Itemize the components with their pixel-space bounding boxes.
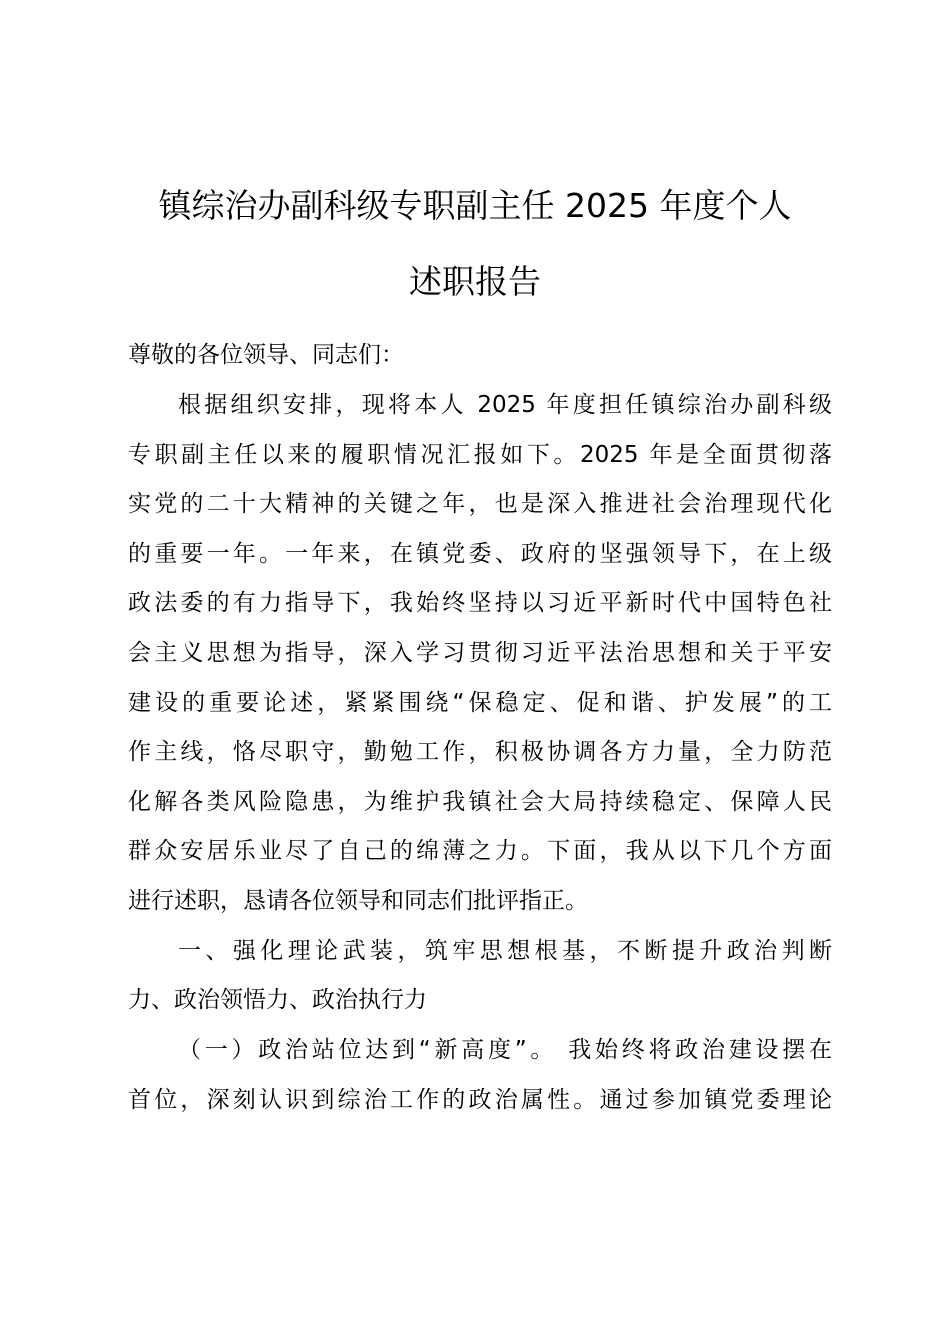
paragraph-line: 作主线，恪尽职守，勤勉工作，积极协调各方力量，全力防范 <box>128 739 832 765</box>
section-heading-line: 力、政治领悟力、政治执行力 <box>128 987 427 1013</box>
salutation: 尊敬的各位领导、同志们： <box>128 342 404 368</box>
paragraph-line: 化解各类风险隐患，为维护我镇社会大局持续稳定、保障人民 <box>128 789 832 815</box>
document-title-line-2: 述职报告 <box>409 262 541 301</box>
subsection-line: （一）政治站位达到“新高度”。 我始终将政治建设摆在 <box>178 1037 832 1063</box>
paragraph-line: 群众安居乐业尽了自己的绵薄之力。下面，我从以下几个方面 <box>128 838 832 864</box>
paragraph-line: 建设的重要论述，紧紧围绕“保稳定、促和谐、护发展”的工 <box>128 690 832 716</box>
section-heading-line: 一、强化理论武装，筑牢思想根基，不断提升政治判断 <box>178 938 832 964</box>
document-title-line-1: 镇综治办副科级专职副主任 2025 年度个人 <box>158 186 792 225</box>
paragraph-line: 专职副主任以来的履职情况汇报如下。2025 年是全面贯彻落 <box>128 442 832 468</box>
paragraph-line: 首位，深刻认识到综治工作的政治属性。通过参加镇党委理论 <box>128 1087 832 1113</box>
paragraph-line: 实党的二十大精神的关键之年，也是深入推进社会治理现代化 <box>128 491 832 517</box>
paragraph-line: 的重要一年。一年来，在镇党委、政府的坚强领导下，在上级 <box>128 541 832 567</box>
paragraph-line: 进行述职，恳请各位领导和同志们批评指正。 <box>128 888 588 914</box>
paragraph-line: 根据组织安排，现将本人 2025 年度担任镇综治办副科级 <box>178 392 832 418</box>
paragraph-line: 政法委的有力指导下，我始终坚持以习近平新时代中国特色社 <box>128 590 832 616</box>
paragraph-line: 会主义思想为指导，深入学习贯彻习近平法治思想和关于平安 <box>128 640 832 666</box>
